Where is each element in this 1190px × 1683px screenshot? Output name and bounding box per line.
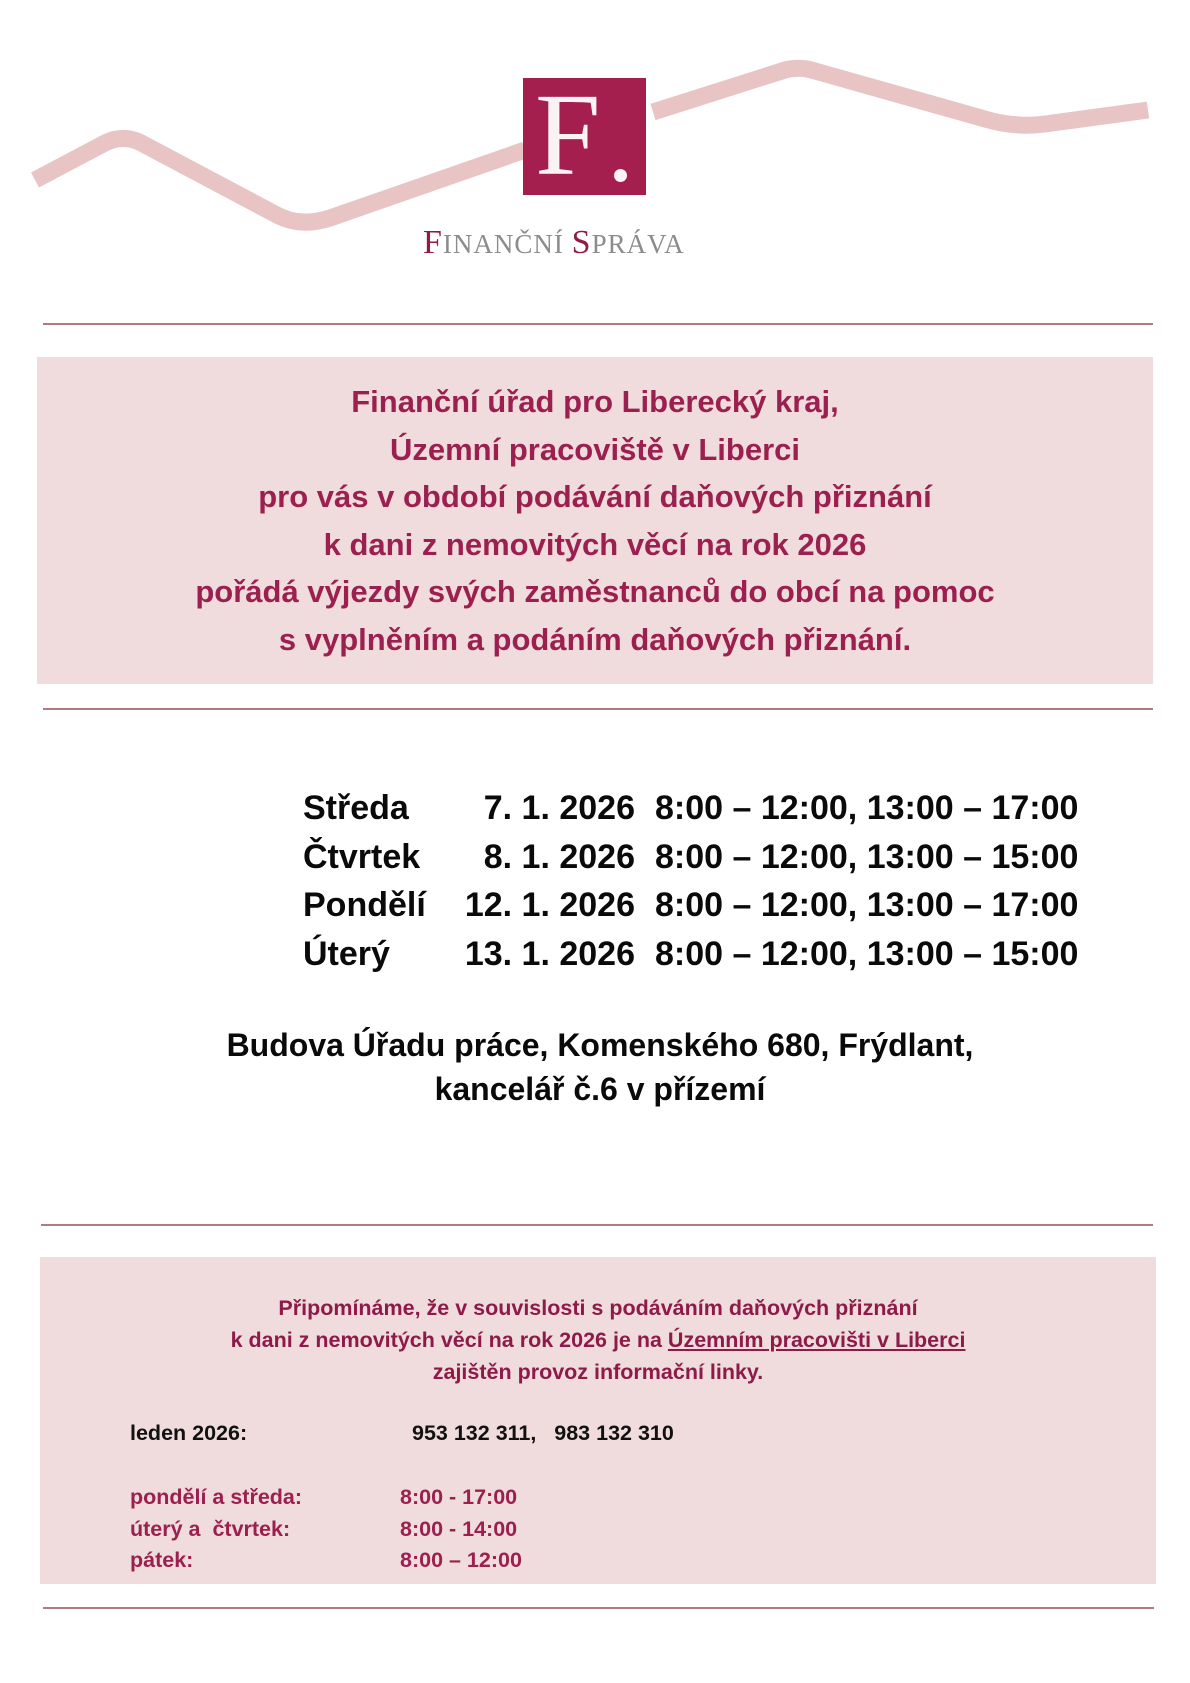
schedule-time: 8:00 – 12:00, 13:00 – 15:00 xyxy=(655,934,1079,973)
schedule-date: 8. 1. 2026 xyxy=(483,837,635,876)
notice-line: Připomínáme, že v souvislosti s podáváním daňových přiznání xyxy=(278,1296,918,1320)
location xyxy=(100,1023,1100,1111)
schedule-row xyxy=(303,833,1103,882)
divider-top xyxy=(43,323,1153,325)
logo-letter: F xyxy=(535,69,601,200)
brand-text-2: PRÁVA xyxy=(591,229,685,259)
phone-label: leden 2026: xyxy=(130,1421,248,1445)
brand-letter-f: F xyxy=(423,224,443,261)
header-text xyxy=(37,378,1153,663)
header-line: s vyplněním a podáním daňových přiznání. xyxy=(278,621,912,657)
brand-name xyxy=(423,224,769,262)
header-line: Finanční úřad pro Liberecký kraj, xyxy=(351,384,839,419)
hours-label: pondělí a středa: xyxy=(130,1485,303,1509)
hotline-hours xyxy=(130,1482,630,1577)
header-line: pořádá výjezdy svých zaměstnanců do obcí na pomoc xyxy=(195,574,995,609)
logo-mark xyxy=(523,69,646,200)
hours-label: pátek: xyxy=(130,1548,194,1572)
hours-row xyxy=(130,1545,630,1577)
schedule-row xyxy=(303,784,1103,833)
location-address: Budova Úřadu práce, Komenského 680, Frýdlant, xyxy=(226,1027,974,1063)
header-line: Územní pracoviště v Liberci xyxy=(389,431,801,467)
header-line: k dani z nemovitých věcí na rok 2026 xyxy=(323,526,867,562)
notice-line xyxy=(40,1324,1156,1356)
schedule-day: Úterý xyxy=(303,934,390,973)
brand-letter-s: S xyxy=(571,224,592,261)
schedule-date: 13. 1. 2026 xyxy=(464,934,635,973)
schedule-time: 8:00 – 12:00, 13:00 – 15:00 xyxy=(655,837,1079,876)
hours-row xyxy=(130,1482,630,1514)
hours-label: úterý a čtvrtek: xyxy=(130,1516,291,1541)
office-link[interactable]: Územním pracovišti v Liberci xyxy=(667,1328,966,1352)
schedule-day: Čtvrtek xyxy=(303,837,421,876)
schedule-date: 12. 1. 2026 xyxy=(464,886,635,924)
notice-text xyxy=(40,1292,1156,1388)
logo-dot xyxy=(614,169,627,182)
location-office: kancelář č.6 v přízemí xyxy=(434,1071,766,1107)
schedule-day: Pondělí xyxy=(303,886,426,924)
phone-numbers: 953 132 311, 983 132 310 xyxy=(412,1421,674,1445)
schedule-time: 8:00 – 12:00, 13:00 – 17:00 xyxy=(655,789,1079,827)
hours-row xyxy=(130,1514,630,1546)
notice-line: zajištěn provoz informační linky. xyxy=(432,1360,764,1384)
header-line: pro vás v období podávání daňových přiznání xyxy=(258,479,932,514)
schedule-date: 7. 1. 2026 xyxy=(483,789,635,827)
hours-value: 8:00 – 12:00 xyxy=(400,1548,522,1572)
hours-value: 8:00 - 17:00 xyxy=(400,1485,518,1509)
notice-line-prefix: k dani z nemovitých věcí na rok 2026 je na xyxy=(230,1328,668,1352)
schedule-row xyxy=(303,881,1103,930)
divider-bottom xyxy=(43,1607,1154,1609)
hours-value: 8:00 - 14:00 xyxy=(400,1516,518,1541)
schedule-table xyxy=(303,784,1103,978)
brand-text-1: INANČNÍ xyxy=(442,229,572,259)
divider-header-bottom xyxy=(43,708,1153,710)
schedule-row xyxy=(303,930,1103,979)
divider-notice-top xyxy=(41,1224,1153,1226)
schedule-day: Středa xyxy=(303,789,409,827)
schedule-time: 8:00 – 12:00, 13:00 – 17:00 xyxy=(655,886,1079,924)
